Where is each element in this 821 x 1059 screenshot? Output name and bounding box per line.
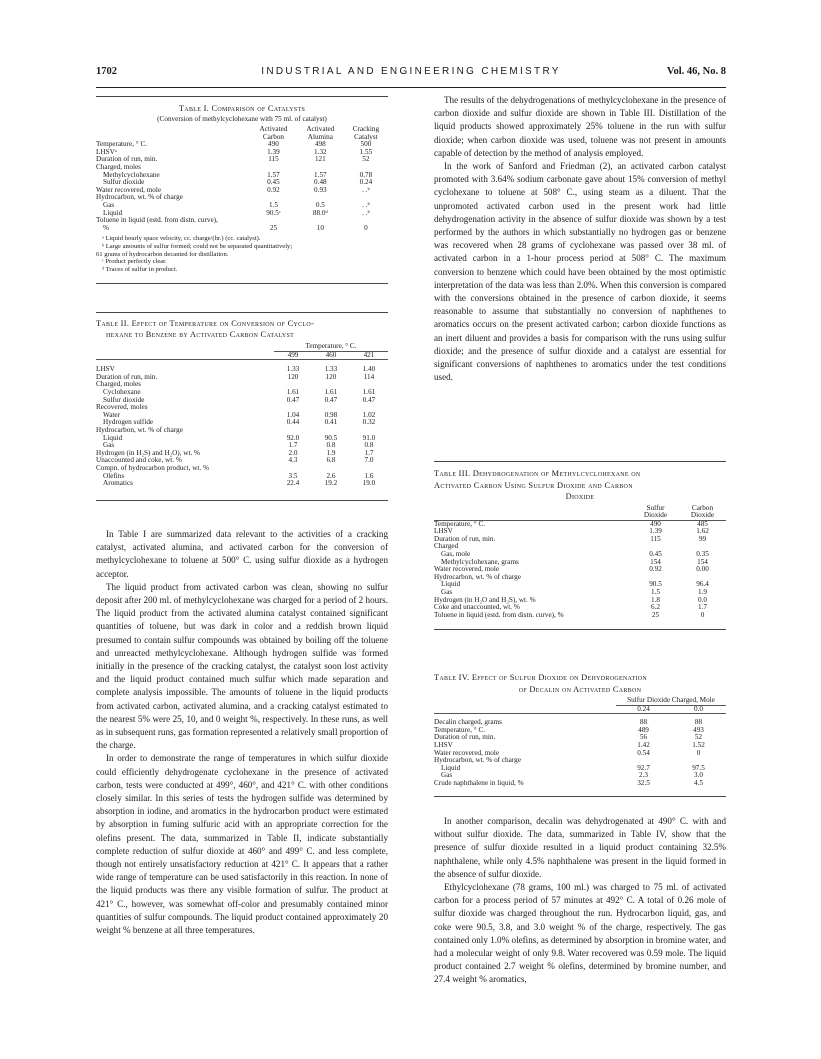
table1-footnote: ᵈ Traces of sulfur in product. xyxy=(102,265,178,273)
cell-value: . .ᵇ xyxy=(362,185,370,194)
cell-value: 52 xyxy=(694,733,703,742)
row-label: Hydrocarbon, wt. % of charge xyxy=(434,756,521,765)
cell-value: 1.39 xyxy=(649,527,662,536)
row-label: LHSV xyxy=(434,740,453,749)
cell-value: 0.45 xyxy=(267,178,280,187)
cell-value: 1.5 xyxy=(651,588,660,597)
journal-title: INDUSTRIAL AND ENGINEERING CHEMISTRY xyxy=(261,66,561,77)
left-body-text xyxy=(96,528,388,937)
table2-block xyxy=(96,312,388,501)
table3 xyxy=(434,505,726,620)
cell-value: 489 xyxy=(638,725,649,734)
cell-value: 1.57 xyxy=(314,170,327,179)
cell-value: 90.5ᶜ xyxy=(266,208,281,217)
table3-block xyxy=(434,461,726,630)
table4-row xyxy=(434,780,726,788)
cell-value: 0 xyxy=(696,748,701,757)
row-label: Water recovered, mole xyxy=(434,748,500,757)
row-label: Gas xyxy=(441,588,453,597)
table4-bottom-rule xyxy=(434,796,726,797)
row-label: Water recovered, mole xyxy=(96,185,162,194)
cell-value: 88 xyxy=(694,718,703,727)
cell-value: 485 xyxy=(697,519,708,528)
cell-value: 6.8 xyxy=(326,456,336,465)
cell-value: 0.45 xyxy=(649,550,662,559)
cell-value: 0.92 xyxy=(267,185,280,194)
row-label: Hydrogen (in H₂S) and H₂O), wt. % xyxy=(96,448,201,457)
cell-value: 0.54 xyxy=(637,748,650,757)
cell-value: 99 xyxy=(698,534,707,543)
row-label: Olefins xyxy=(103,471,125,480)
table1 xyxy=(96,126,388,232)
paragraph: The liquid product from activated carbon was clean, showing no sulfur deposit after 200 ml. of methylcyclohexane was charged for a period of 2 hours. The liquid product from the activated alumina catalyst contained significant quantities of toluene, but was dark in color and a reddish brown liquid presumed to contain sulfur compounds was obtained by boiling off the toluene and unreacted methylcyclohexane. Although hydrogen sulfide was formed initially in the presence of the cracking catalyst, the catalyst soon lost activity and the liquid product contained much sulfur which made separation and complete analysis impossible. The amounts of toluene in the liquid products from activated carbon, activated alumina, and a cracking catalyst estimated to the nearest 5% were 25, 10, and 0 weight %, respectively. In these runs, as well as in subsequent runs, gas formation represented a relatively small proportion of the charge. xyxy=(96,581,388,751)
row-label: Hydrocarbon, wt. % of charge xyxy=(434,572,521,581)
cell-value: 1.5 xyxy=(268,200,278,209)
cell-value: 1.39 xyxy=(267,147,280,156)
page-number: 1702 xyxy=(96,66,117,77)
cell-value: 1.7 xyxy=(364,448,374,457)
table3-caption: Table III. Dehydrogenation of Methylcyclohexane on Activated Carbon Using Sulfur Dioxide and Carbon Dioxide xyxy=(434,469,641,501)
table3-row xyxy=(434,543,726,551)
row-label: Temperature, ° C. xyxy=(434,519,486,528)
right-body-text-bottom xyxy=(434,815,726,987)
header-rule xyxy=(96,87,726,88)
table4-row xyxy=(434,765,726,773)
row-label: Water recovered, mole xyxy=(434,565,500,574)
row-label: % xyxy=(103,223,109,232)
cell-value: 19.0 xyxy=(362,479,376,488)
table2-top-rule xyxy=(96,312,388,313)
cell-value: 0.24 xyxy=(359,178,373,187)
paragraph: The results of the dehydrogenations of methylcyclohexane in the presence of carbon dioxide and sulfur dioxide are shown in Table III. Distillation of the liquid products showed approximately 25% toluene in the run with sulfur dioxide; when carbon dioxide was used, toluene was not present in amounts capable of detection by the method of analysis employed. xyxy=(434,95,726,158)
cell-value: 3.0 xyxy=(694,771,703,780)
row-label: Hydrogen (in H₂O and H₂S), wt. % xyxy=(434,595,536,604)
row-label: Sulfur dioxide xyxy=(103,395,145,404)
cell-value: 25 xyxy=(651,610,660,619)
cell-value: 120 xyxy=(287,372,299,381)
row-label: Liquid xyxy=(441,763,461,772)
cell-value: 0.93 xyxy=(314,185,327,194)
table1-footnotes xyxy=(96,235,388,273)
row-label: Hydrocarbon, wt. % of charge xyxy=(96,193,183,202)
table3-col-header: Carbon Dioxide xyxy=(690,503,715,520)
paragraph: Ethylcyclohexane (78 grams, 100 ml.) was charged to 75 ml. of activated carbon for a process period of 57 minutes at 492° C. A total of 0.26 mole of sulfur dioxide was charged throughout the run. Hydrocarbon liquid, gas, and coke were 90.5, 3.8, and 3.0 weight % of the charge, respectively. The gas contained only 1.0% olefins, as determined by absorption in bromine water, and had a molecular weight of only 9.8. Water recovered was 0.59 mole. The liquid product contained 2.7 weight % olefins, determined by bromine number, and 27.4 weight % aromatics, xyxy=(434,882,726,985)
row-label: Sulfur dioxide xyxy=(103,178,145,187)
row-label: Unaccounted and coke, wt. % xyxy=(96,456,182,465)
row-label: Compn. of hydrocarbon product, wt. % xyxy=(96,463,209,472)
running-header xyxy=(96,66,726,82)
cell-value: 52 xyxy=(362,155,370,164)
row-label: LHSVᵃ xyxy=(96,147,117,156)
row-label: Toluene in liquid (estd. from distn. curve), % xyxy=(434,610,564,619)
table4 xyxy=(434,697,726,788)
row-label: Cyclohexane xyxy=(103,387,141,396)
table3-bottom-rule xyxy=(434,629,726,630)
paragraph: In the work of Sanford and Friedman (2), an activated carbon catalyst promoted with 3.64% sodium carbonate gave about 15% conversion of methyl cyclohexane to toluene at 508° C., using steam as a diluent. That the unpromoted activated carbon used in the present work had little dehydrogenation activity in the absence of sulfur dioxide was shown by a test performed by the authors in which substantially no hydrogen gas or benzene was recovered when 28 grams of cyclohexane was passed over 38 ml. of activated carbon in a 1-hour process period at 508° C. The maximum conversion to benzene which could have been obtained by the most optimistic interpretation of the data was less than 2.0%. When this conversion is compared with the conversions obtained in the presence of carbon dioxide, it seems reasonable to assume that substantially no conversion of naphthenes to aromatics occurs on the present activated carbon; carbon dioxide functions as an inert diluent and provides a basis for comparison with the runs using sulfur dioxide; and the presence of sulfur dioxide and a catalyst are essential for significant conversions of naphthenes to aromatics under the test conditions used. xyxy=(434,161,726,383)
cell-value: 92.0 xyxy=(286,433,300,442)
row-label: Gas xyxy=(103,200,115,209)
table4-caption: Table IV. Effect of Sulfur Dioxide on Dehydrogenation of Decalin on Activated Carbon xyxy=(434,673,648,694)
row-label: Charged, moles xyxy=(96,380,141,389)
cell-value: 114 xyxy=(363,372,375,381)
cell-value: 0.32 xyxy=(362,418,376,427)
cell-value: 1.6 xyxy=(364,471,374,480)
row-label: Coke and unaccounted, wt. % xyxy=(434,603,520,612)
table1-row xyxy=(96,194,388,202)
cell-value: 0.47 xyxy=(324,395,338,404)
table1-caption: Table I. Comparison of Catalysts xyxy=(178,104,306,113)
row-label: Water xyxy=(103,410,120,419)
row-label: Liquid xyxy=(103,433,123,442)
cell-value: 1.52 xyxy=(692,740,705,749)
table2-col-header: 460 xyxy=(325,350,337,359)
row-label: Liquid xyxy=(103,208,123,217)
cell-value: 32.5 xyxy=(637,778,650,787)
cell-value: . .ᵇ xyxy=(362,208,370,217)
cell-value: 1.9 xyxy=(326,448,336,457)
cell-value: 154 xyxy=(697,557,708,566)
table1-row xyxy=(96,225,388,233)
cell-value: 0.41 xyxy=(324,418,338,427)
row-label: Decalin charged, grams xyxy=(434,718,502,727)
cell-value: 498 xyxy=(314,140,326,149)
cell-value: 1.61 xyxy=(286,387,300,396)
table3-row xyxy=(434,574,726,582)
cell-value: 4.3 xyxy=(288,456,298,465)
cell-value: 0.0 xyxy=(698,595,707,604)
cell-value: 1.02 xyxy=(362,410,376,419)
table1-bottom-rule xyxy=(96,283,388,284)
table4-row xyxy=(434,757,726,765)
table2-row xyxy=(96,473,388,481)
table2-col-header: 421 xyxy=(363,350,375,359)
cell-value: 0.48 xyxy=(314,178,327,187)
cell-value: 0.78 xyxy=(359,170,373,179)
table4-row xyxy=(434,734,726,742)
cell-value: 0.5 xyxy=(315,200,325,209)
cell-value: 1.57 xyxy=(267,170,280,179)
cell-value: 96.4 xyxy=(696,580,709,589)
table3-top-rule xyxy=(434,461,726,462)
row-label: Temperature, ° C. xyxy=(434,725,486,734)
cell-value: 0.47 xyxy=(286,395,300,404)
cell-value: 500 xyxy=(360,140,372,149)
table4-column-group: Sulfur Dioxide Charged, Mole xyxy=(616,697,726,705)
cell-value: 1.42 xyxy=(637,740,650,749)
cell-value: 1.32 xyxy=(314,147,327,156)
table2-row xyxy=(96,465,388,473)
table2-bottom-rule xyxy=(96,500,388,501)
cell-value: 90.5 xyxy=(649,580,662,589)
cell-value: 0.35 xyxy=(696,550,709,559)
table2-row xyxy=(96,427,388,435)
right-body-text-top xyxy=(434,94,726,384)
cell-value: 19.2 xyxy=(324,479,338,488)
cell-value: 91.0 xyxy=(362,433,376,442)
cell-value: 25 xyxy=(269,223,278,232)
table2-column-group: Temperature, ° C. xyxy=(274,343,388,351)
row-label: Charged xyxy=(434,542,459,551)
cell-value: 6.2 xyxy=(651,603,660,612)
table1-row xyxy=(96,217,388,225)
cell-value: 88 xyxy=(639,718,648,727)
table1-header-row xyxy=(96,126,388,141)
table1-row xyxy=(96,141,388,149)
cell-value: . .ᵇ xyxy=(362,200,370,209)
row-label: Toluene in liquid (estd. from distn. curve), xyxy=(96,216,218,225)
table1-subtitle: (Conversion of methylcyclohexane with 75 ml. of catalyst) xyxy=(157,115,327,123)
cell-value: 1.33 xyxy=(324,365,338,374)
left-column xyxy=(96,96,388,284)
table1-footnote: ᶜ Product perfectly clear. xyxy=(102,258,167,266)
table1-footnote: ᵇ Large amounts of sulfur formed; could not be separated quantitatively; xyxy=(102,242,293,250)
row-label: Liquid xyxy=(441,580,461,589)
table2-row xyxy=(96,480,388,488)
cell-value: 0.44 xyxy=(286,418,300,427)
table2-row xyxy=(96,404,388,412)
cell-value: 0 xyxy=(700,610,705,619)
row-label: Gas xyxy=(441,771,453,780)
cell-value: 1.9 xyxy=(698,588,707,597)
cell-value: 88.0ᵈ xyxy=(312,208,328,217)
cell-value: 0.00 xyxy=(696,565,709,574)
cell-value: 1.61 xyxy=(362,387,376,396)
cell-value: 7.0 xyxy=(364,456,374,465)
cell-value: 97.5 xyxy=(692,763,705,772)
cell-value: 115 xyxy=(650,534,661,543)
table1-row xyxy=(96,202,388,210)
cell-value: 92.7 xyxy=(637,763,650,772)
row-label: Hydrocarbon, wt. % of charge xyxy=(96,425,183,434)
row-label: Charged, moles xyxy=(96,162,141,171)
cell-value: 1.62 xyxy=(696,527,709,536)
paragraph: In Table I are summarized data relevant to the activities of a cracking catalyst, activated alumina, and activated carbon for the conversion of methylcyclohexane to toluene at 500° C. using sulfur dioxide as a hydrogen acceptor. xyxy=(96,529,388,579)
cell-value: 121 xyxy=(314,155,326,164)
cell-value: 10 xyxy=(316,223,324,232)
table2 xyxy=(96,343,388,488)
cell-value: 0 xyxy=(364,223,368,232)
cell-value: 490 xyxy=(650,519,661,528)
cell-value: 4.5 xyxy=(694,778,703,787)
volume-issue: Vol. 46, No. 8 xyxy=(666,66,726,77)
cell-value: 154 xyxy=(650,557,661,566)
cell-value: 1.40 xyxy=(362,365,376,374)
table1-col-header: Activated Carbon xyxy=(259,125,288,141)
cell-value: 1.04 xyxy=(286,410,300,419)
cell-value: 22.4 xyxy=(286,479,300,488)
table3-row xyxy=(434,520,726,528)
row-label: Duration of run, min. xyxy=(96,372,158,381)
table3-col-header: Sulfur Dioxide xyxy=(643,503,668,520)
cell-value: 2.6 xyxy=(326,471,336,480)
row-label: Methylcyclohexane, grams xyxy=(441,557,519,566)
row-label: Gas, mole xyxy=(441,550,471,559)
cell-value: 2.0 xyxy=(288,448,298,457)
paragraph: In another comparison, decalin was dehydrogenated at 490° C. with and without sulfur dioxide. The data, summarized in Table IV, show that the presence of sulfur dioxide resulted in a liquid product containing 32.5% naphthalene, while only 4.5% naphthalene was present in the liquid formed in the absence of sulfur dioxide. xyxy=(434,816,726,879)
table3-row xyxy=(434,536,726,544)
table1-footnote: 61 grams of hydrocarbon decanted for distillation. xyxy=(96,250,229,258)
cell-value: 120 xyxy=(325,372,337,381)
row-label: Recovered, moles xyxy=(96,403,148,412)
table2-row xyxy=(96,435,388,443)
table4-col-header: 0.0 xyxy=(694,704,703,713)
cell-value: 1.61 xyxy=(324,387,338,396)
cell-value: 2.3 xyxy=(639,771,648,780)
cell-value: 3.5 xyxy=(288,471,298,480)
cell-value: 490 xyxy=(268,140,279,149)
cell-value: 115 xyxy=(268,155,279,164)
paragraph: In order to demonstrate the range of temperatures in which sulfur dioxide could efficiently dehydrogenate cyclohexane in the presence of activated carbon, tests were conducted at 499°, 460°, and 421° C. with other conditions closely similar. In this series of tests the hydrogen sulfide was determined by absorption in iodine, and aromatics in the hydrocarbon product were estimated by absorption in fuming sulfuric acid with an appropriate correction for the olefins present. The data, summarized in Table II, indicate substantially complete reduction of sulfur dioxide at 460° and 499° C. and less complete, though not entirely unsatisfactory reduction at 421° C. It appears that a rather wide range of temperature can be used satisfactorily in this reaction. In none of the liquid products was there any visible formation of sulfur. The product at 421° C., however, was somewhat off-color and presumably contained minor quantities of sulfur compounds. The liquid product contained approximately 20 weight % benzene at all three temperatures. xyxy=(96,753,388,936)
cell-value: 0.92 xyxy=(649,565,662,574)
row-label: Duration of run, min. xyxy=(96,155,158,164)
cell-value: 56 xyxy=(639,733,648,742)
table3-row xyxy=(434,581,726,589)
cell-value: 1.7 xyxy=(698,603,707,612)
table1-col-header: Activated Alumina xyxy=(306,125,335,141)
row-label: Crude naphthalene in liquid, % xyxy=(434,778,524,787)
row-label: LHSV xyxy=(96,365,115,374)
cell-value: 493 xyxy=(693,725,704,734)
row-label: Gas xyxy=(103,441,115,450)
table3-row xyxy=(434,612,726,620)
cell-value: 1.8 xyxy=(651,595,660,604)
cell-value: 0.47 xyxy=(362,395,376,404)
cell-value: 0.8 xyxy=(326,441,336,450)
table2-col-header: 499 xyxy=(287,350,299,359)
cell-value: 90.5 xyxy=(324,433,338,442)
cell-value: 1.55 xyxy=(359,147,373,156)
table1-top-rule xyxy=(96,96,388,97)
table4-col-header: 0.24 xyxy=(637,704,650,713)
row-label: Duration of run, min. xyxy=(434,534,496,543)
table4-block xyxy=(434,672,726,797)
row-label: Methylcyclohexane xyxy=(103,170,160,179)
row-label: Duration of run, min. xyxy=(434,733,496,742)
row-label: Aromatics xyxy=(103,479,133,488)
cell-value: 0.98 xyxy=(324,410,338,419)
cell-value: 1.33 xyxy=(286,365,300,374)
row-label: Hydrogen sulfide xyxy=(103,418,154,427)
cell-value: 1.7 xyxy=(288,441,298,450)
table1-col-header: Cracking Catalyst xyxy=(352,125,380,141)
table2-caption: Table II. Effect of Temperature on Conversion of Cyclo- hexane to Benzene by Activated Carbon Catalyst xyxy=(96,319,315,339)
cell-value: 0.8 xyxy=(364,441,374,450)
row-label: Temperature, ° C. xyxy=(96,140,148,149)
row-label: LHSV xyxy=(434,527,453,536)
table1-footnote: ᵃ Liquid hourly space velocity, cc. charge/(hr.) (cc. catalyst). xyxy=(102,235,261,243)
